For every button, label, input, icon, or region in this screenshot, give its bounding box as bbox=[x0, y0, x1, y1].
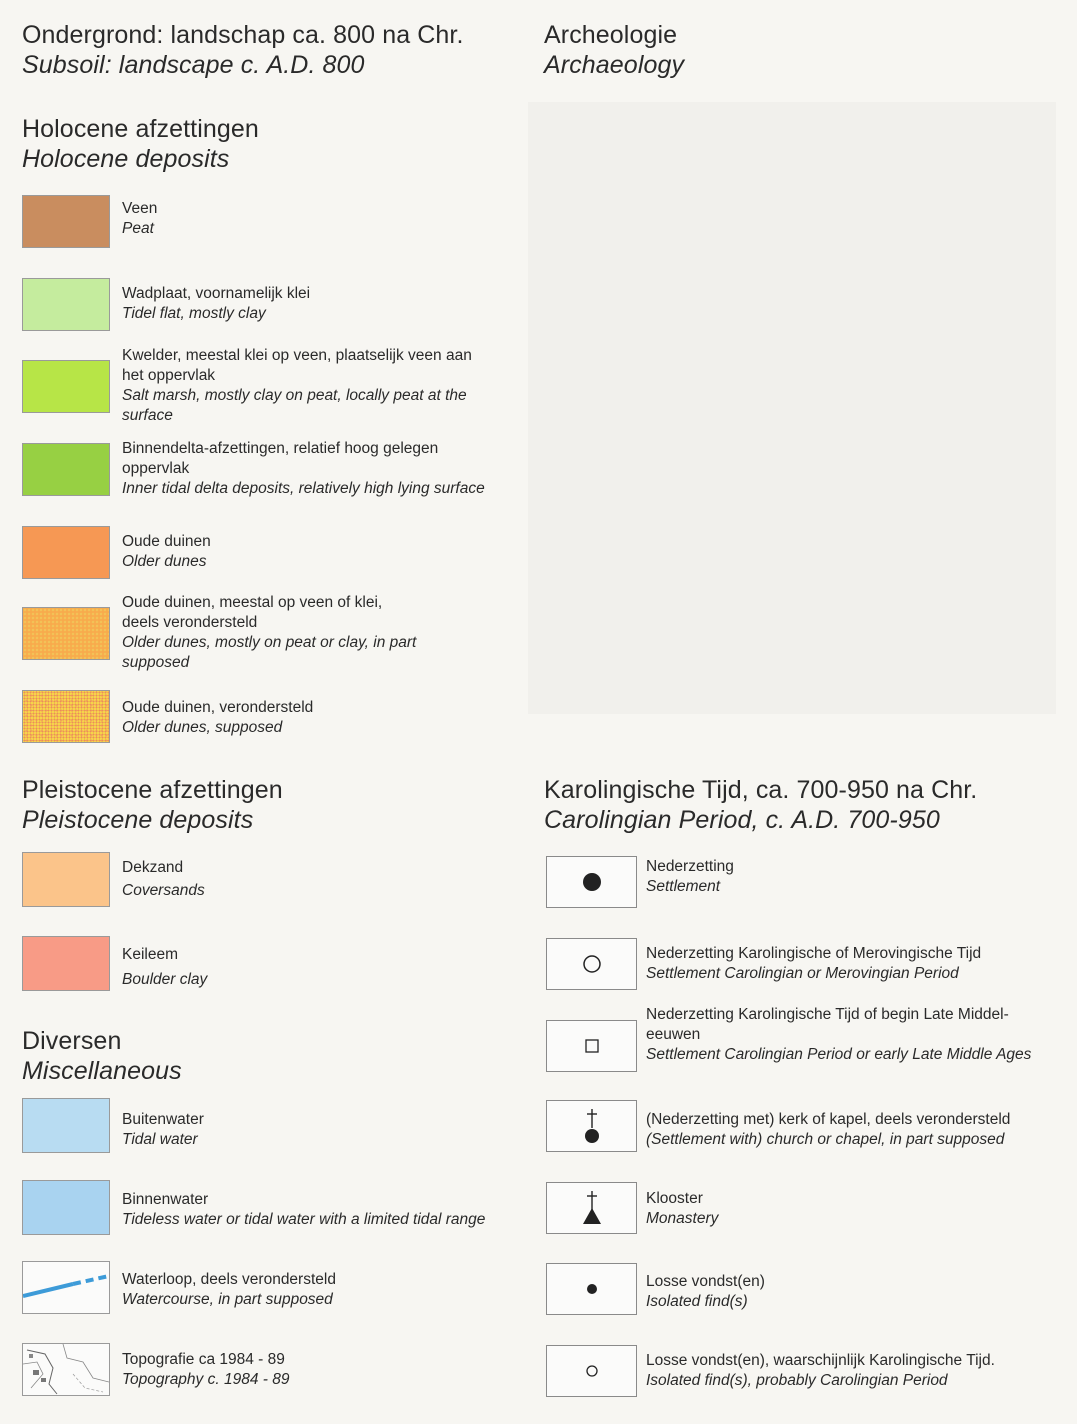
label-inner-delta-en: Inner tidal delta deposits, relatively high lying surface bbox=[122, 480, 485, 497]
label-older-dunes-en: Older dunes bbox=[122, 553, 207, 570]
label-older-dunes-on-peat bbox=[122, 593, 422, 673]
label-watercourse-en: Watercourse, in part supposed bbox=[122, 1291, 333, 1308]
label-tidal-water bbox=[122, 1110, 512, 1150]
misc-heading-en: Miscellaneous bbox=[22, 1057, 182, 1085]
filled-circle-icon bbox=[582, 872, 602, 892]
label-settlement-late-middle-ages-nl: Nederzetting Karolingische Tijd of begin Late Middel-eeuwen bbox=[646, 1006, 1009, 1043]
label-isolated-find-nl: Losse vondst(en) bbox=[646, 1273, 765, 1290]
left-title-en: Subsoil: landscape c. A.D. 800 bbox=[22, 51, 365, 79]
label-tidal-water-nl: Buitenwater bbox=[122, 1111, 204, 1128]
left-title bbox=[22, 20, 464, 80]
label-older-dunes-nl: Oude duinen bbox=[122, 533, 211, 550]
right-title-nl: Archeologie bbox=[544, 21, 678, 49]
label-watercourse bbox=[122, 1270, 512, 1310]
monastery-icon bbox=[581, 1190, 603, 1226]
label-inland-water-en: Tideless water or tidal water with a limited tidal range bbox=[122, 1211, 486, 1228]
swatch-watercourse bbox=[22, 1261, 110, 1314]
label-boulder-clay-en: Boulder clay bbox=[122, 971, 208, 988]
swatch-older-dunes bbox=[22, 526, 110, 579]
label-peat-en: Peat bbox=[122, 220, 154, 237]
label-salt-marsh bbox=[122, 346, 482, 426]
label-older-dunes-supposed bbox=[122, 698, 512, 738]
label-isolated-find-carolingian-nl: Losse vondst(en), waarschijnlijk Karolingische Tijd. bbox=[646, 1352, 995, 1369]
label-monastery-nl: Klooster bbox=[646, 1190, 703, 1207]
label-topography bbox=[122, 1350, 512, 1390]
swatch-coversands bbox=[22, 852, 110, 907]
archaeology-map-area bbox=[528, 102, 1056, 714]
swatch-boulder-clay bbox=[22, 936, 110, 991]
swatch-inner-delta bbox=[22, 443, 110, 496]
carolingian-heading-nl: Karolingische Tijd, ca. 700-950 na Chr. bbox=[544, 776, 978, 804]
swatch-peat bbox=[22, 195, 110, 248]
label-isolated-find-carolingian-en: Isolated find(s), probably Carolingian Period bbox=[646, 1372, 948, 1389]
label-inner-delta-nl: Binnendelta-afzettingen, relatief hoog gelegen oppervlak bbox=[122, 440, 439, 477]
label-isolated-find-carolingian bbox=[646, 1351, 1066, 1391]
carolingian-heading bbox=[544, 775, 977, 835]
watercourse-line-icon bbox=[23, 1262, 109, 1313]
label-coversands-en: Coversands bbox=[122, 882, 205, 899]
open-circle-icon bbox=[582, 954, 602, 974]
label-isolated-find bbox=[646, 1272, 1046, 1312]
label-older-dunes-supposed-en: Older dunes, supposed bbox=[122, 719, 283, 736]
topography-map-icon bbox=[23, 1344, 109, 1395]
pleistocene-heading-nl: Pleistocene afzettingen bbox=[22, 776, 283, 804]
label-boulder-clay-nl: Keileem bbox=[122, 946, 178, 963]
label-isolated-find-en: Isolated find(s) bbox=[646, 1293, 748, 1310]
label-settlement-merovingian bbox=[646, 944, 1066, 984]
label-coversands bbox=[122, 856, 512, 902]
misc-heading-nl: Diversen bbox=[22, 1027, 122, 1055]
label-settlement-late-middle-ages bbox=[646, 1005, 1041, 1065]
label-settlement-late-middle-ages-en: Settlement Carolingian Period or early Late Middle Ages bbox=[646, 1046, 1032, 1063]
label-church-nl: (Nederzetting met) kerk of kapel, deels verondersteld bbox=[646, 1111, 1011, 1128]
label-older-dunes-supposed-nl: Oude duinen, verondersteld bbox=[122, 699, 314, 716]
symbol-settlement bbox=[546, 856, 637, 908]
label-older-dunes-on-peat-en: Older dunes, mostly on peat or clay, in part supposed bbox=[122, 634, 417, 671]
holocene-heading bbox=[22, 114, 259, 174]
label-topography-en: Topography c. 1984 - 89 bbox=[122, 1371, 290, 1388]
label-tidal-flat-en: Tidel flat, mostly clay bbox=[122, 305, 266, 322]
label-tidal-flat-nl: Wadplaat, voornamelijk klei bbox=[122, 285, 311, 302]
right-title bbox=[544, 20, 684, 80]
label-coversands-nl: Dekzand bbox=[122, 859, 184, 876]
carolingian-heading-en: Carolingian Period, c. A.D. 700-950 bbox=[544, 806, 940, 834]
pleistocene-heading-en: Pleistocene deposits bbox=[22, 806, 254, 834]
holocene-heading-nl: Holocene afzettingen bbox=[22, 115, 259, 143]
swatch-tidal-water bbox=[22, 1098, 110, 1153]
label-boulder-clay bbox=[122, 942, 512, 992]
misc-heading bbox=[22, 1026, 182, 1086]
label-inner-delta bbox=[122, 439, 522, 499]
label-inland-water-nl: Binnenwater bbox=[122, 1191, 209, 1208]
label-peat-nl: Veen bbox=[122, 200, 158, 217]
symbol-monastery bbox=[546, 1182, 637, 1234]
label-settlement-merovingian-en: Settlement Carolingian or Merovingian Period bbox=[646, 965, 959, 982]
label-inland-water bbox=[122, 1190, 522, 1230]
holocene-heading-en: Holocene deposits bbox=[22, 145, 230, 173]
open-square-icon bbox=[584, 1038, 600, 1054]
label-church-en: (Settlement with) church or chapel, in part supposed bbox=[646, 1131, 1005, 1148]
pleistocene-heading bbox=[22, 775, 283, 835]
small-open-circle-icon bbox=[585, 1364, 599, 1378]
small-dot-icon bbox=[586, 1283, 598, 1295]
label-older-dunes bbox=[122, 532, 512, 572]
right-title-en: Archaeology bbox=[544, 51, 685, 79]
symbol-church bbox=[546, 1100, 637, 1152]
swatch-older-dunes-supposed bbox=[22, 690, 110, 743]
label-settlement-nl: Nederzetting bbox=[646, 858, 734, 875]
label-watercourse-nl: Waterloop, deels verondersteld bbox=[122, 1271, 336, 1288]
swatch-salt-marsh bbox=[22, 360, 110, 413]
label-salt-marsh-nl: Kwelder, meestal klei op veen, plaatselijk veen aan het oppervlak bbox=[122, 347, 472, 384]
symbol-settlement-merovingian bbox=[546, 938, 637, 990]
label-peat bbox=[122, 199, 512, 239]
label-settlement-merovingian-nl: Nederzetting Karolingische of Merovingische Tijd bbox=[646, 945, 982, 962]
label-monastery bbox=[646, 1189, 1046, 1229]
label-older-dunes-on-peat-nl: Oude duinen, meestal op veen of klei, deels verondersteld bbox=[122, 594, 383, 631]
symbol-settlement-late-middle-ages bbox=[546, 1020, 637, 1072]
label-tidal-flat bbox=[122, 284, 512, 324]
swatch-inland-water bbox=[22, 1180, 110, 1235]
symbol-isolated-find-carolingian bbox=[546, 1345, 637, 1397]
label-church bbox=[646, 1110, 1066, 1150]
swatch-topography bbox=[22, 1343, 110, 1396]
left-title-nl: Ondergrond: landschap ca. 800 na Chr. bbox=[22, 21, 464, 49]
symbol-isolated-find bbox=[546, 1263, 637, 1315]
label-salt-marsh-en: Salt marsh, mostly clay on peat, locally peat at the surface bbox=[122, 387, 467, 424]
label-settlement-en: Settlement bbox=[646, 878, 721, 895]
swatch-tidal-flat bbox=[22, 278, 110, 331]
swatch-older-dunes-on-peat bbox=[22, 607, 110, 660]
label-monastery-en: Monastery bbox=[646, 1210, 719, 1227]
label-topography-nl: Topografie ca 1984 - 89 bbox=[122, 1351, 285, 1368]
label-settlement bbox=[646, 857, 1046, 897]
church-icon bbox=[582, 1108, 602, 1144]
label-tidal-water-en: Tidal water bbox=[122, 1131, 198, 1148]
